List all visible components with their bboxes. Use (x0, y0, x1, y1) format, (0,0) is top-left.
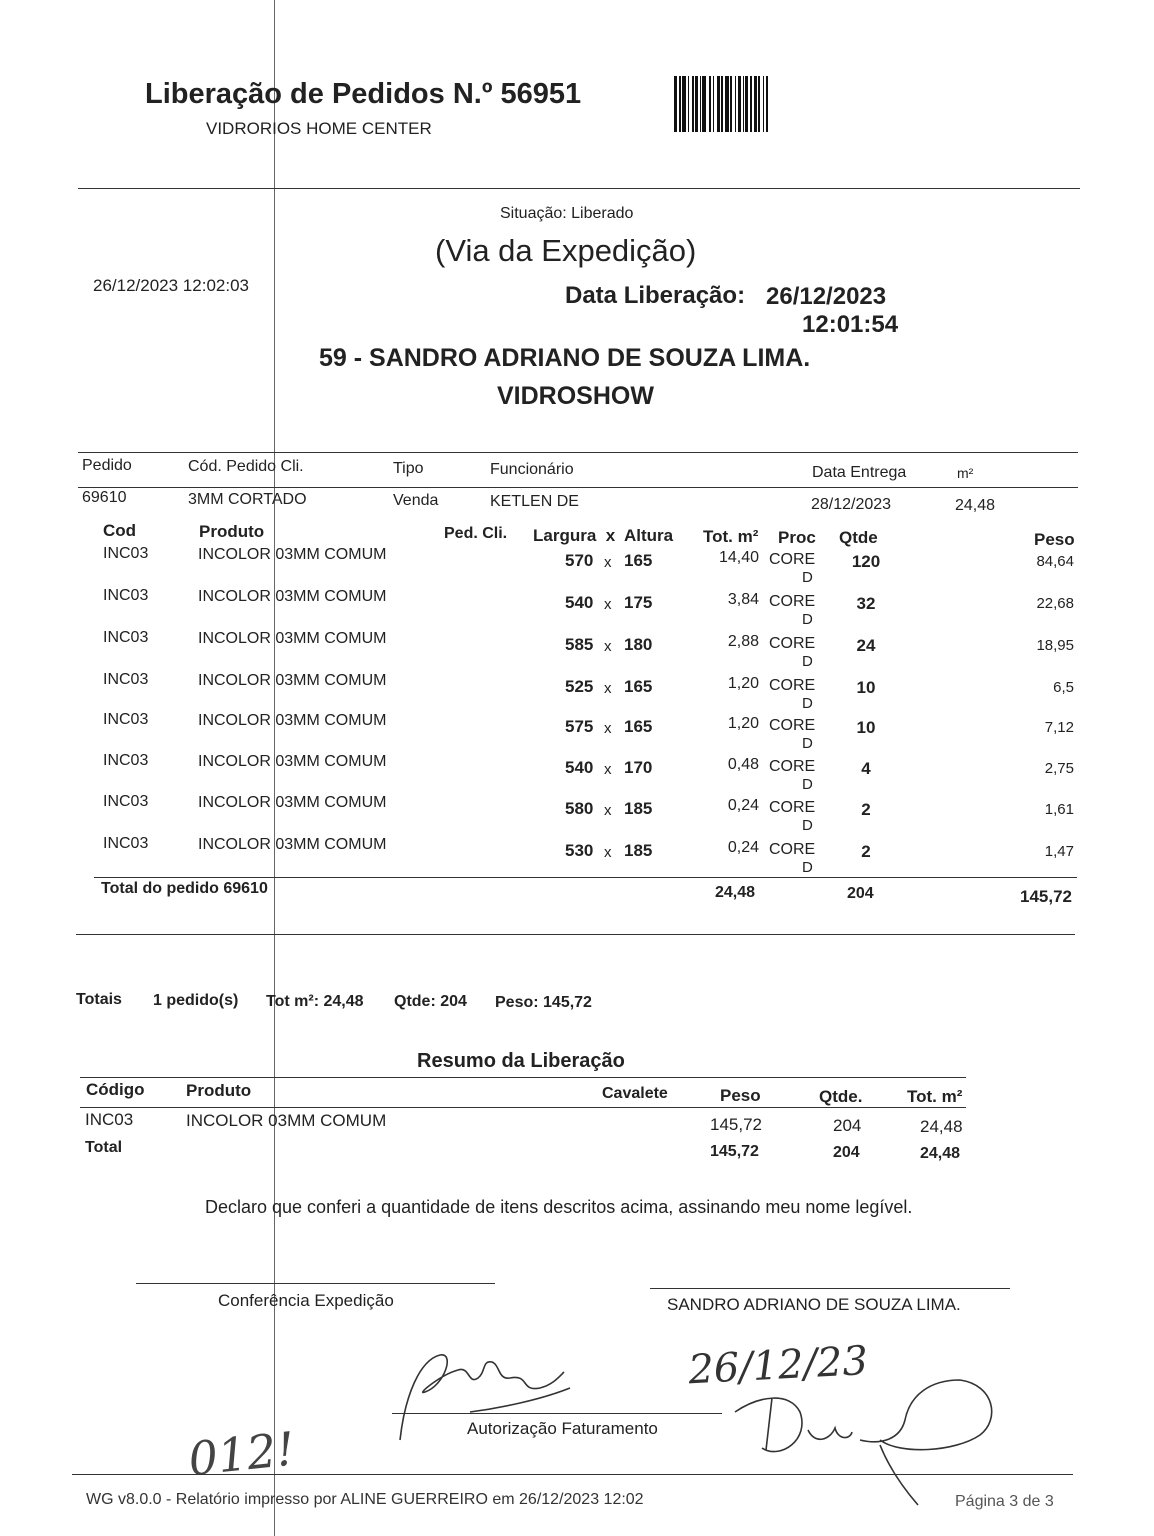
divider (72, 1474, 1073, 1475)
col-funcionario: Funcionário (490, 461, 574, 478)
m2-value: 24,48 (955, 497, 996, 514)
company-name: VIDRORIOS HOME CENTER (206, 119, 432, 138)
data-liberacao-date: 26/12/2023 (766, 283, 887, 310)
situacao-label: Situação: Liberado (500, 205, 634, 222)
row-qtde: 2 (861, 800, 871, 819)
row-produto: INCOLOR 03MM COMUM (198, 588, 387, 605)
resumo-row-qtde: 204 (833, 1116, 862, 1135)
total-pedido-peso: 145,72 (1020, 887, 1072, 906)
row-cod: INC03 (103, 629, 149, 646)
row-proc-line2: D (802, 735, 813, 752)
row-x: x (604, 844, 612, 861)
row-qtde: 10 (856, 718, 876, 737)
row-produto: INCOLOR 03MM COMUM (198, 712, 387, 729)
row-proc: CORE (769, 551, 816, 568)
totais-peso: Peso: 145,72 (495, 994, 592, 1011)
row-largura: 540 (565, 758, 594, 777)
row-tot-m2: 0,24 (727, 797, 759, 814)
resumo-title: Resumo da Liberação (417, 1050, 625, 1072)
row-largura: 570 (565, 551, 594, 570)
row-tot-m2: 14,40 (718, 549, 759, 566)
row-proc: CORE (769, 677, 816, 694)
total-pedido-label: Total do pedido 69610 (101, 880, 268, 897)
row-peso: 84,64 (1036, 553, 1074, 570)
row-tot-m2: 1,20 (727, 675, 759, 692)
row-produto: INCOLOR 03MM COMUM (198, 546, 387, 563)
conferencia-label: Conferência Expedição (218, 1291, 394, 1310)
data-liberacao-time: 12:01:54 (802, 311, 899, 338)
row-altura: 175 (624, 593, 653, 612)
col-tipo: Tipo (393, 460, 424, 477)
col-peso: Peso (1034, 530, 1075, 549)
row-cod: INC03 (103, 587, 149, 604)
resumo-col-peso: Peso (720, 1086, 761, 1105)
row-altura: 180 (624, 635, 653, 654)
row-altura: 165 (624, 717, 653, 736)
row-proc: CORE (769, 593, 816, 610)
totais-tot-m2: Tot m²: 24,48 (266, 993, 364, 1010)
totais-pedidos: 1 pedido(s) (153, 992, 239, 1009)
resumo-total-qtde: 204 (833, 1144, 860, 1161)
row-produto: INCOLOR 03MM COMUM (198, 836, 387, 853)
row-altura: 165 (624, 551, 653, 570)
resumo-total-tot-m2: 24,48 (920, 1145, 961, 1162)
resumo-total-peso: 145,72 (710, 1143, 759, 1160)
handwritten-date: 26/12/23 (687, 1337, 870, 1394)
col-proc: Proc (778, 528, 816, 547)
row-qtde: 24 (856, 636, 876, 655)
row-tot-m2: 1,20 (727, 715, 759, 732)
row-tot-m2: 0,48 (727, 756, 759, 773)
row-peso: 1,61 (1044, 801, 1074, 818)
resumo-col-produto: Produto (186, 1081, 252, 1100)
data-entrega-value: 28/12/2023 (811, 496, 892, 513)
row-proc: CORE (769, 717, 816, 734)
row-qtde: 2 (861, 842, 871, 861)
client-name: 59 - SANDRO ADRIANO DE SOUZA LIMA. (319, 344, 811, 372)
row-proc-line2: D (802, 569, 813, 586)
row-cod: INC03 (103, 711, 149, 728)
declaration-text: Declaro que conferi a quantidade de itens descritos acima, assinando meu nome legível. (205, 1197, 913, 1217)
col-ped-cli: Ped. Cli. (444, 525, 508, 542)
row-proc-line2: D (802, 653, 813, 670)
row-peso: 22,68 (1036, 595, 1074, 612)
row-proc: CORE (769, 799, 816, 816)
row-cod: INC03 (103, 835, 149, 852)
col-tot-m2: Tot. m² (703, 527, 759, 546)
row-x: x (604, 680, 612, 697)
resumo-total-label: Total (85, 1139, 123, 1156)
row-produto: INCOLOR 03MM COMUM (198, 794, 387, 811)
totais-qtde: Qtde: 204 (394, 993, 467, 1010)
row-largura: 530 (565, 841, 594, 860)
printed-datetime: 26/12/2023 12:02:03 (93, 276, 249, 295)
row-x: x (604, 761, 612, 778)
row-proc: CORE (769, 635, 816, 652)
footer-page: Página 3 de 3 (955, 1493, 1054, 1510)
row-proc: CORE (769, 841, 816, 858)
row-altura: 185 (624, 799, 653, 818)
row-x: x (604, 554, 612, 571)
row-largura: 585 (565, 635, 594, 654)
row-cod: INC03 (103, 793, 149, 810)
resumo-col-codigo: Código (86, 1080, 145, 1099)
row-proc-line2: D (802, 817, 813, 834)
row-qtde: 4 (861, 759, 871, 778)
row-produto: INCOLOR 03MM COMUM (198, 753, 387, 770)
row-tot-m2: 0,24 (727, 839, 759, 856)
handwritten-signature (400, 1355, 570, 1440)
pedido-value: 69610 (82, 489, 127, 506)
total-pedido-m2: 24,48 (715, 884, 756, 901)
tipo-value: Venda (393, 492, 439, 509)
row-peso: 2,75 (1044, 760, 1074, 777)
row-proc: CORE (769, 758, 816, 775)
row-x: x (604, 802, 612, 819)
col-largura-altura: Largura x Altura (533, 526, 674, 545)
row-qtde: 120 (851, 552, 881, 571)
row-peso: 6,5 (1053, 679, 1074, 696)
row-altura: 170 (624, 758, 653, 777)
row-cod: INC03 (103, 545, 149, 562)
col-data-entrega: Data Entrega (812, 464, 907, 481)
handwritten-signature-2 (735, 1380, 992, 1505)
row-tot-m2: 2,88 (727, 633, 759, 650)
resumo-row-codigo: INC03 (85, 1110, 134, 1129)
row-proc-line2: D (802, 859, 813, 876)
row-proc-line2: D (802, 611, 813, 628)
row-peso: 7,12 (1044, 719, 1074, 736)
col-cod-pedido-cli: Cód. Pedido Cli. (188, 458, 304, 475)
resumo-col-tot-m2: Tot. m² (907, 1087, 963, 1106)
document-title: Liberação de Pedidos N.º 56951 (145, 78, 582, 110)
resumo-col-cavalete: Cavalete (602, 1085, 668, 1102)
data-liberacao-label: Data Liberação: (565, 282, 746, 309)
col-qtde: Qtde (839, 528, 878, 547)
funcionario-value: KETLEN DE (490, 493, 579, 510)
row-proc-line2: D (802, 776, 813, 793)
client-company: VIDROSHOW (497, 382, 654, 410)
col-m2: m² (957, 465, 974, 481)
row-x: x (604, 720, 612, 737)
totais-label: Totais (76, 991, 122, 1008)
row-x: x (604, 638, 612, 655)
via-label: (Via da Expedição) (435, 233, 697, 268)
row-peso: 1,47 (1044, 843, 1074, 860)
col-cod: Cod (103, 521, 137, 540)
handwritten-mark: 012! (185, 1421, 298, 1487)
cod-pedido-cli-value: 3MM CORTADO (188, 491, 307, 508)
autorizacao-label: Autorização Faturamento (467, 1419, 658, 1438)
cliente-label: SANDRO ADRIANO DE SOUZA LIMA. (667, 1295, 961, 1314)
resumo-row-peso: 145,72 (710, 1115, 762, 1134)
resumo-row-tot-m2: 24,48 (920, 1117, 963, 1136)
resumo-col-qtde: Qtde. (819, 1087, 863, 1106)
row-produto: INCOLOR 03MM COMUM (198, 630, 387, 647)
row-largura: 580 (565, 799, 594, 818)
row-cod: INC03 (103, 752, 149, 769)
footer-left: WG v8.0.0 - Relatório impresso por ALINE GUERREIRO em 26/12/2023 12:02 (86, 1491, 644, 1508)
row-altura: 165 (624, 677, 653, 696)
row-cod: INC03 (103, 671, 149, 688)
row-proc-line2: D (802, 695, 813, 712)
col-produto: Produto (199, 522, 265, 541)
row-qtde: 32 (856, 594, 876, 613)
row-largura: 575 (565, 717, 594, 736)
row-largura: 525 (565, 677, 594, 696)
resumo-row-produto: INCOLOR 03MM COMUM (186, 1111, 387, 1130)
row-x: x (604, 596, 612, 613)
row-largura: 540 (565, 593, 594, 612)
col-pedido: Pedido (82, 457, 132, 474)
row-qtde: 10 (856, 678, 876, 697)
row-peso: 18,95 (1036, 637, 1074, 654)
total-pedido-qtde: 204 (847, 885, 874, 902)
row-tot-m2: 3,84 (727, 591, 759, 608)
row-produto: INCOLOR 03MM COMUM (198, 672, 387, 689)
row-altura: 185 (624, 841, 653, 860)
